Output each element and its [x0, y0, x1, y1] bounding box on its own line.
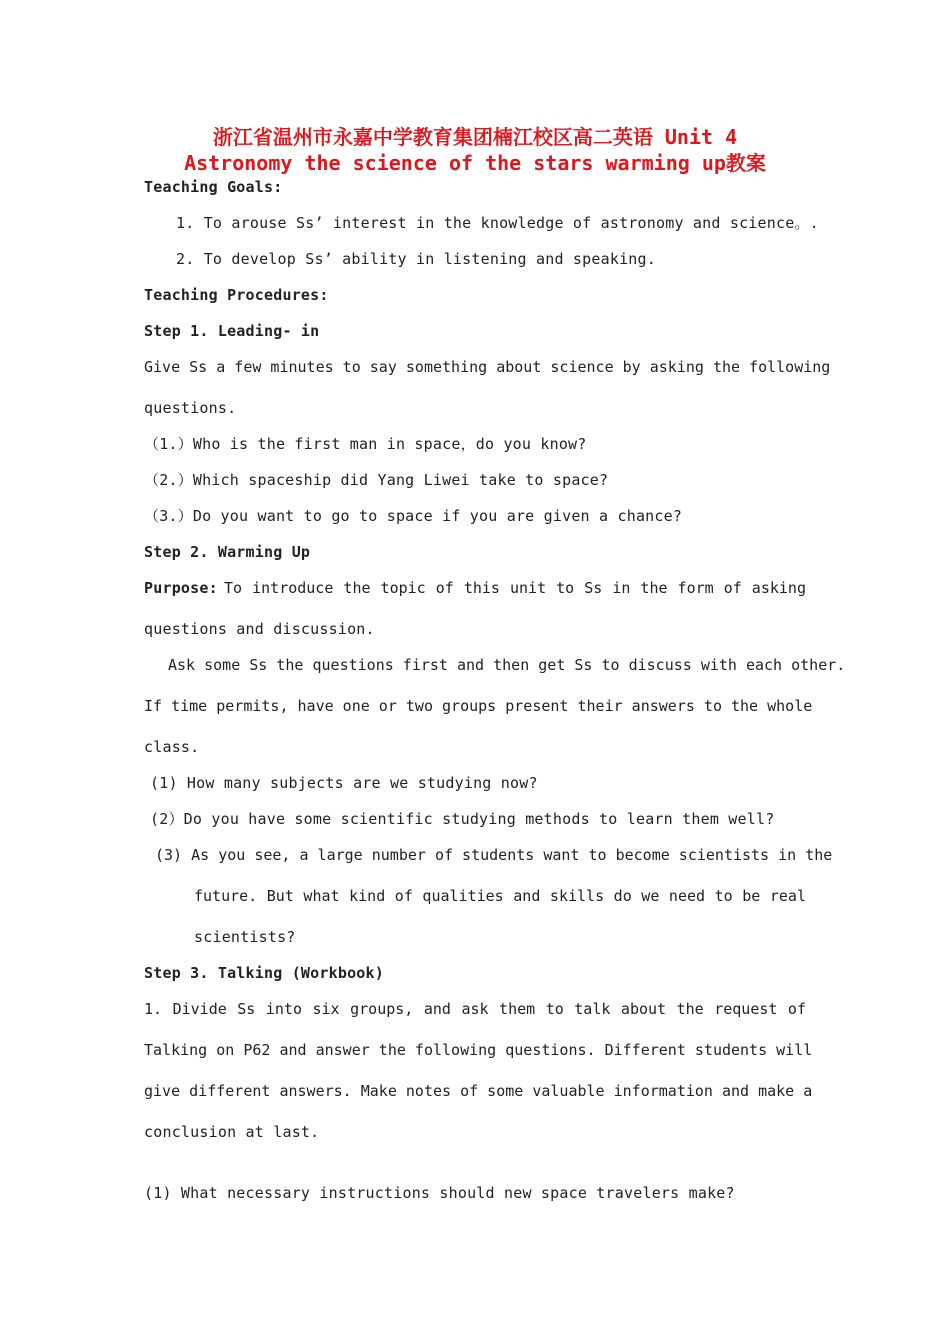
step3-item1-line-1: 1. Divide Ss into six groups, and ask them to talk about the request of	[144, 1000, 806, 1018]
step2-paragraph-line-2: If time permits, have one or two groups present their answers to the whole	[144, 697, 813, 715]
goal-item-1: 1. To arouse Ss’ interest in the knowledge of astronomy and science。.	[176, 214, 819, 232]
step2-question-3-line-3: scientists?	[194, 928, 296, 946]
step1-intro-line-2: questions.	[144, 399, 237, 417]
step2-question-2: (2）Do you have some scientific studying methods to learn them well?	[150, 810, 775, 828]
purpose-label: Purpose:	[144, 579, 218, 597]
teaching-procedures-heading: Teaching Procedures:	[144, 286, 329, 304]
purpose-line-1: To introduce the topic of this unit to Ss in the form of asking	[224, 579, 806, 597]
step1-intro-line-1: Give Ss a few minutes to say something about science by asking the following	[144, 358, 831, 376]
step3-question-1: (1) What necessary instructions should new space travelers make?	[144, 1184, 735, 1202]
step1-question-3: （3.）Do you want to go to space if you are given a chance?	[144, 507, 683, 525]
step2-question-3-line-1: (3) As you see, a large number of students want to become scientists in the	[155, 846, 833, 864]
step2-question-3-line-2: future. But what kind of qualities and skills do we need to be real	[194, 887, 806, 905]
step2-question-1: (1) How many subjects are we studying now?	[150, 774, 538, 792]
step3-item1-line-3: give different answers. Make notes of some valuable information and make a	[144, 1082, 813, 1100]
document-title-line-2: Astronomy the science of the stars warming up教案	[184, 151, 766, 175]
step3-item1-line-4: conclusion at last.	[144, 1123, 320, 1141]
step1-question-1: （1.）Who is the first man in space，do you know?	[144, 435, 587, 453]
document-title-line-1: 浙江省温州市永嘉中学教育集团楠江校区高二英语 Unit 4	[212, 125, 738, 149]
step2-heading: Step 2. Warming Up	[144, 543, 311, 561]
step1-question-2: （2.）Which spaceship did Yang Liwei take to space?	[144, 471, 609, 489]
step3-heading: Step 3. Talking (Workbook)	[144, 964, 384, 982]
purpose-line-2: questions and discussion.	[144, 620, 375, 638]
goal-item-2: 2. To develop Ss’ ability in listening and speaking.	[176, 250, 656, 268]
step2-paragraph-line-3: class.	[144, 738, 200, 756]
teaching-goals-heading: Teaching Goals:	[144, 178, 283, 196]
step2-paragraph-line-1: Ask some Ss the questions first and then get Ss to discuss with each other.	[168, 656, 846, 674]
step1-heading: Step 1. Leading- in	[144, 322, 320, 340]
step3-item1-line-2: Talking on P62 and answer the following questions. Different students will	[144, 1041, 813, 1059]
